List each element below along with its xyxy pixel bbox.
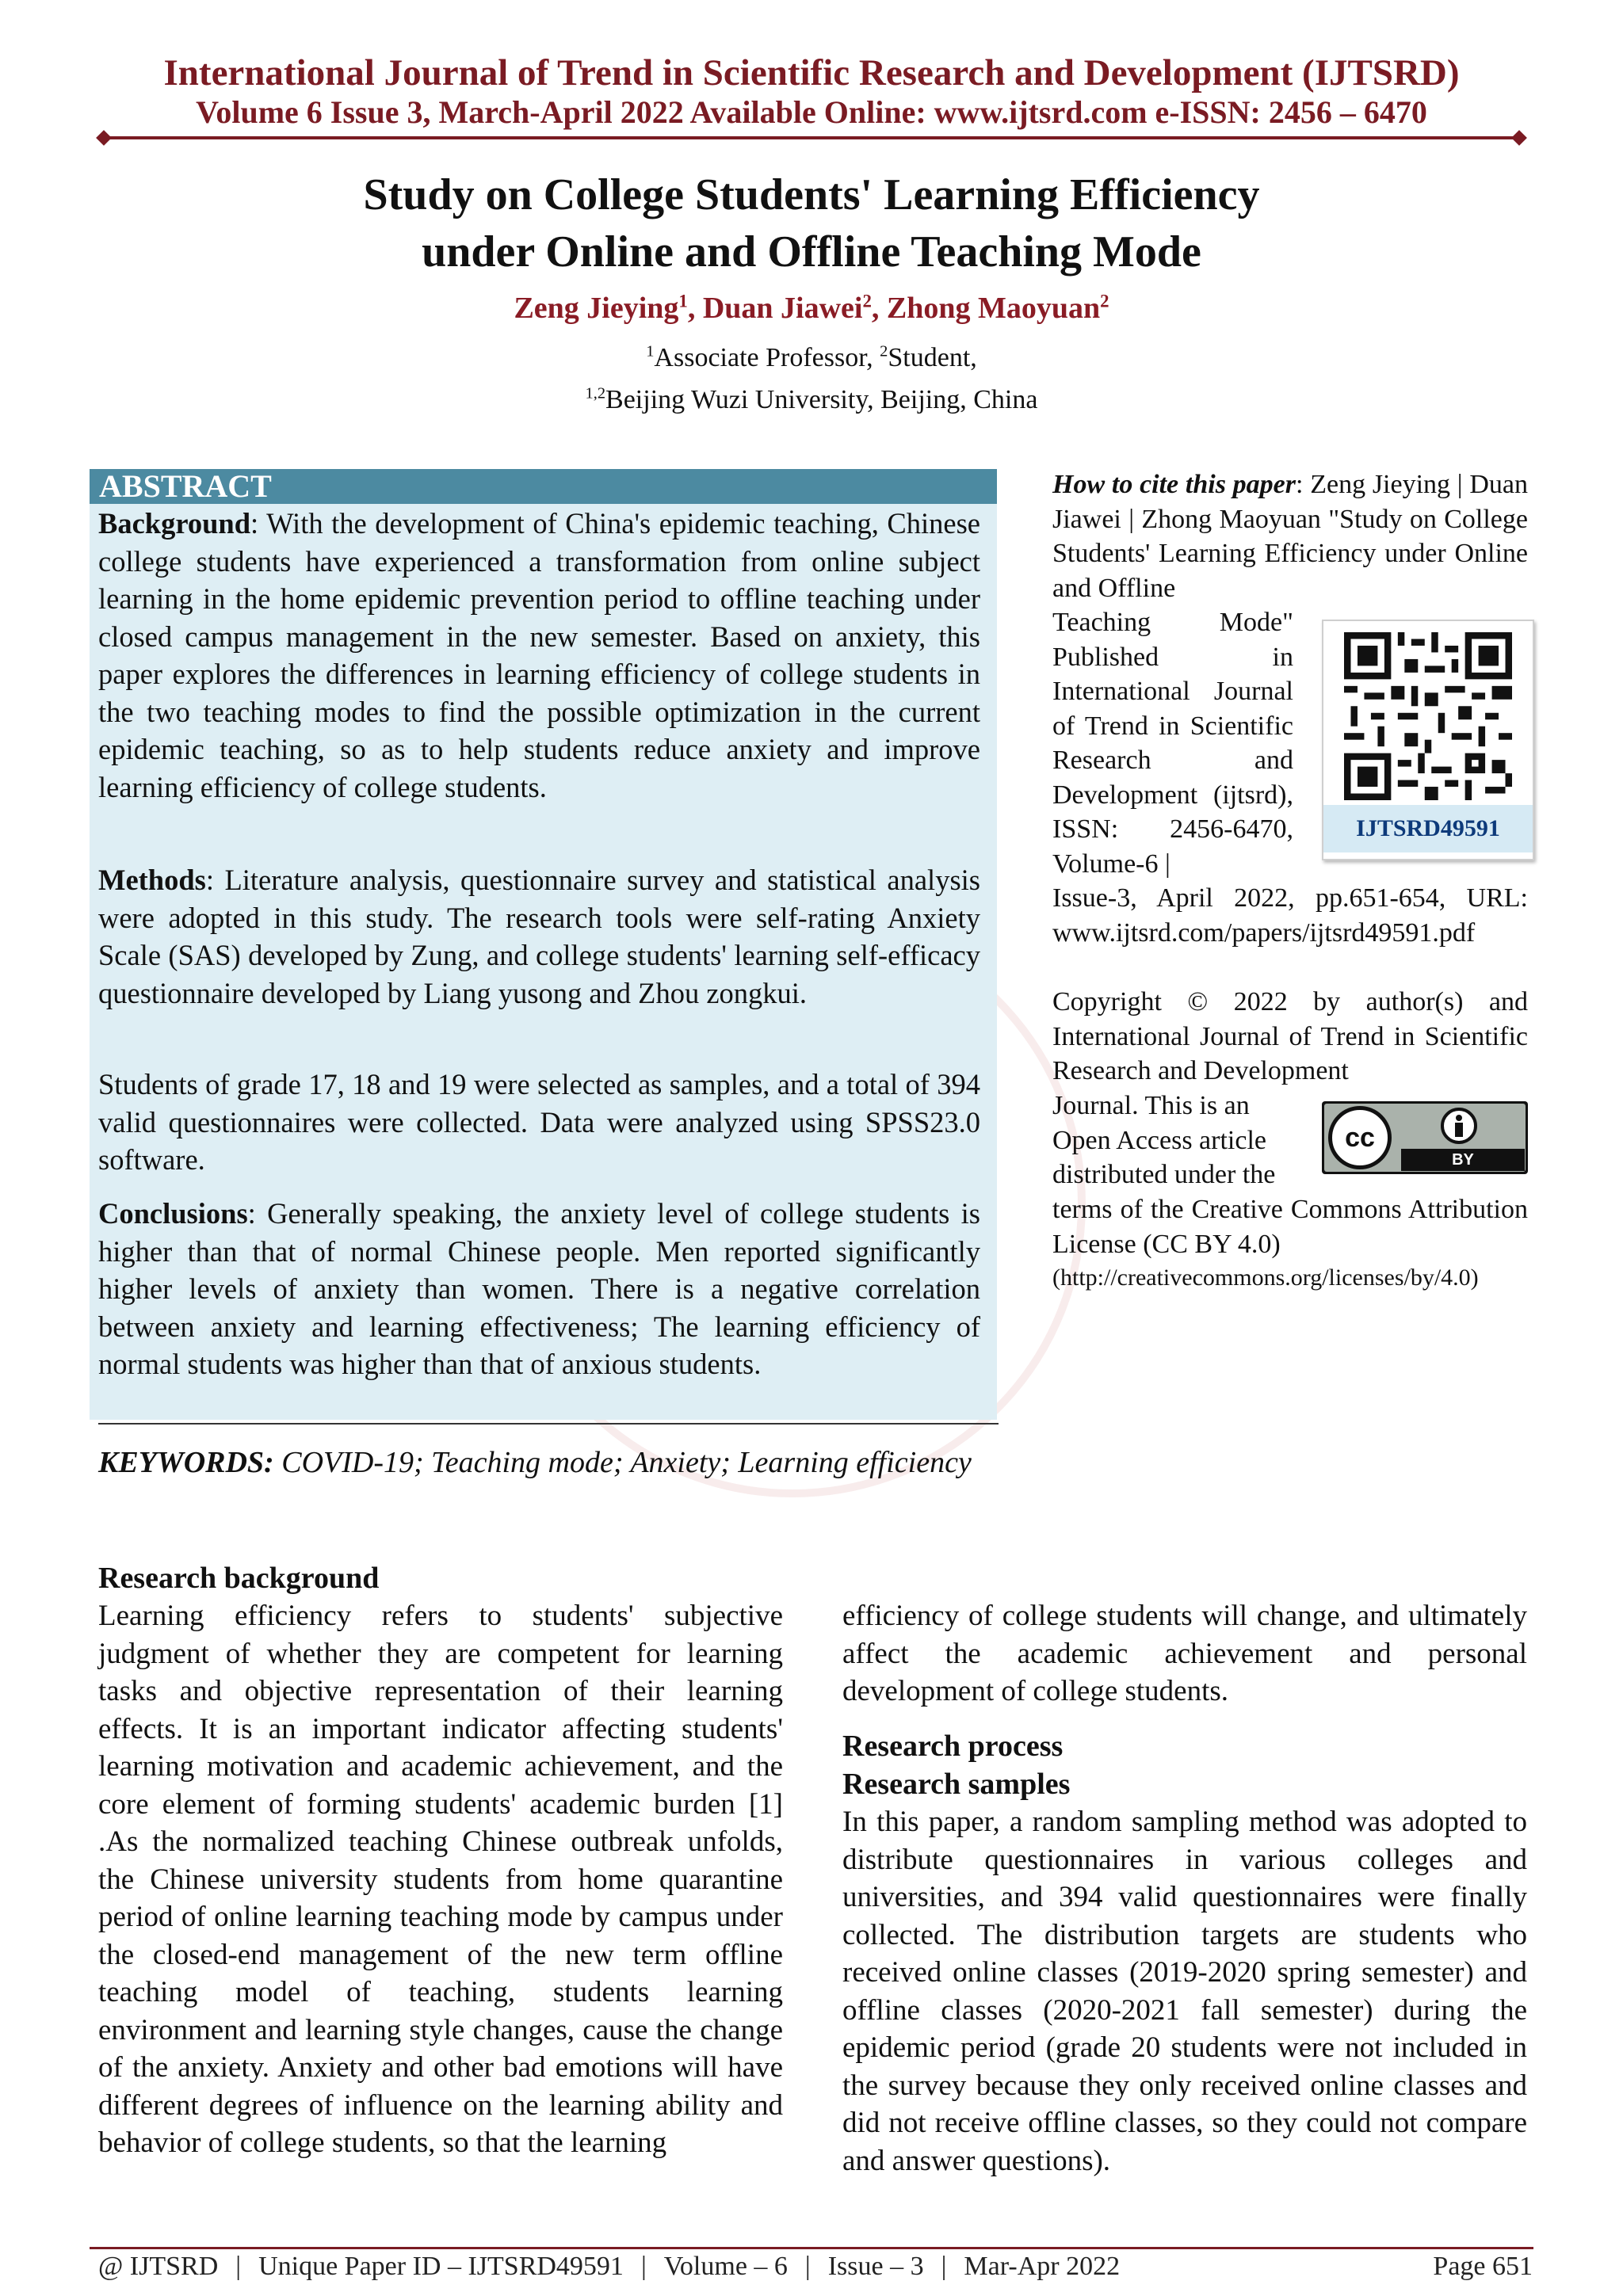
footer-paper-id: Unique Paper ID – IJTSRD49591 (258, 2252, 624, 2281)
footer-separator: | (804, 2252, 811, 2281)
abstract-background-label: Background (98, 507, 251, 540)
abstract-background (98, 505, 980, 806)
abstract-methods-text: : Literature analysis, questionnaire survey and statistical analysis were adopted in this study. The research tools were self-rating Anxiety Scale (SAS) developed by Zung, and college students' learning self-efficacy questionnaire developed by Liang yusong and Zhou zongkui. (98, 864, 980, 1009)
keywords (98, 1444, 996, 1482)
copyright-intro: Copyright © 2022 by author(s) and International Journal of Trend in Scientific Research and Development (1052, 987, 1528, 1085)
abstract-conclusions (98, 1195, 980, 1383)
cite-label: How to cite this paper (1052, 470, 1296, 499)
footer-brand: @ IJTSRD (98, 2252, 219, 2281)
affiliation-institution-text: Beijing Wuzi University, Beijing, China (605, 385, 1038, 414)
abstract-conclusions-label: Conclusions (98, 1197, 248, 1230)
author-name: Zhong Maoyuan (886, 292, 1101, 325)
footer-issue: Issue – 3 (827, 2252, 924, 2281)
author-separator: , (687, 292, 703, 325)
cc-by-badge[interactable] (1322, 1101, 1528, 1174)
attribution-person-icon (1441, 1108, 1477, 1144)
right-column-continuation: efficiency of college students will change, and ultimately affect the academic achievement and personal development of college students. (842, 1600, 1527, 1707)
research-background-text: Learning efficiency refers to students' subjective judgment of whether they are competent for learning tasks and objective representation of their learning effects. It is an important indicator affecting students' learning motivation and academic achievement, and the core element of forming students' academic burden [1] .As the normalized teaching Chinese outbreak unfolds, the Chinese university students from home quarantine period of online learning teaching mode by campus under the closed-end management of the new term offline teaching model of teaching, students learning environment and learning style changes, cause the change of the anxiety. Anxiety and other bad emotions will have different degrees of influence on the learning ability and behavior of college students, so that the learning (98, 1600, 783, 2159)
research-samples-text: In this paper, a random sampling method was adopted to distribute questionnaires in various colleges and universities, and 394 valid questionnaires were finally collected. The distribution targets are students who received online classes (2019-2020 spring semester) and offline classes (2020-2021 fall semester) during the epidemic period (grade 20 students were not included in the survey because they only received online classes and did not receive offline classes, so they could not compare and answer questions). (842, 1806, 1527, 2177)
divider-diamond-left (96, 130, 112, 146)
author-affiliation-mark: 1 (678, 291, 688, 311)
section-heading-research-background: Research background (98, 1562, 380, 1595)
footer-page-number: Page 651 (1433, 2252, 1533, 2281)
affiliation-mark: 1 (646, 342, 655, 360)
qr-code-icon (1344, 632, 1512, 800)
keywords-label: KEYWORDS: (98, 1446, 274, 1479)
abstract-header (90, 469, 997, 504)
cite-narrow: Teaching Mode" Published in International Journal of Trend in Scientific Research and Development (ijtsrd), ISSN: 2456-6470, Volume-6 | (1052, 608, 1293, 879)
abstract-underline (98, 1423, 999, 1425)
footer-separator: | (235, 2252, 242, 2281)
footer-separator: | (941, 2252, 947, 2281)
journal-volume-line: Volume 6 Issue 3, March-April 2022 Available Online: www.ijtsrd.com e-ISSN: 2456 – 6470 (196, 94, 1427, 130)
section-heading-research-process: Research process (842, 1730, 1064, 1763)
page-footer (98, 2248, 1533, 2285)
keywords-text: COVID-19; Teaching mode; Anxiety; Learning efficiency (273, 1446, 972, 1479)
copyright-license: terms of the Creative Commons Attribution License (CC BY 4.0) (1052, 1195, 1528, 1259)
section-heading-research-samples: Research samples (842, 1768, 1071, 1801)
affiliation-mark: 2 (880, 342, 888, 360)
abstract-students: Students of grade 17, 18 and 19 were selected as samples, and a total of 394 valid questionnaires were collected. Data were analyzed using SPSS23.0 software. (98, 1068, 980, 1176)
affiliation-institution (0, 383, 1623, 418)
qr-code-card[interactable] (1322, 620, 1534, 860)
abstract-heading: ABSTRACT (99, 468, 272, 504)
cite-text: : Zeng Jieying | Duan Jiawei | Zhong Maoyuan "Study on College Students' Learning Efficiency under Online and Offline (1052, 470, 1528, 603)
paper-title (0, 166, 1623, 280)
affiliation-role (0, 341, 1623, 376)
copyright-narrow: Journal. This is an Open Access article distributed under the (1052, 1091, 1276, 1189)
author-affiliation-mark: 2 (1100, 291, 1109, 311)
cite-intro (1052, 467, 1528, 605)
qr-paper-id: IJTSRD49591 (1323, 805, 1533, 852)
abstract-conclusions-text: : Generally speaking, the anxiety level of college students is higher than that of normal Chinese people. Men reported significantly higher levels of anxiety than women. There is a negative correlation between anxiety and learning effectiveness; The learning efficiency of normal students was higher than that of anxious students. (98, 1197, 980, 1380)
author-name: Duan Jiawei (702, 292, 863, 325)
paper-title-line-1: Study on College Students' Learning Efficiency (363, 170, 1260, 219)
footer-volume: Volume – 6 (663, 2252, 788, 2281)
affiliation-mark: 1,2 (585, 384, 606, 402)
divider-diamond-right (1511, 130, 1527, 146)
cc-icon: cc (1328, 1106, 1392, 1169)
author-affiliation-mark: 2 (862, 291, 872, 311)
paper-title-line-2: under Online and Offline Teaching Mode (422, 227, 1201, 277)
footer-separator: | (640, 2252, 647, 2281)
header-divider (101, 136, 1522, 139)
license-url[interactable]: (http://creativecommons.org/licenses/by/4.0) (1052, 1264, 1479, 1291)
abstract-methods-label: Methods (98, 864, 206, 896)
abstract-background-text: : With the development of China's epidemic teaching, Chinese college students have experienced a transformation from online subject learning in the home epidemic prevention period to offline teaching under closed campus management in the new semester. Based on anxiety, this paper explores the differences in learning efficiency of college students in the two teaching modes to find the possible optimization in the current epidemic teaching, so as to help students reduce anxiety and improve learning efficiency of college students. (98, 507, 980, 803)
journal-title: International Journal of Trend in Scientific Research and Development (IJTSRD) (163, 52, 1460, 93)
author-name: Zeng Jieying (514, 292, 679, 325)
author-list (0, 289, 1623, 327)
author-separator: , (871, 292, 887, 325)
abstract-methods (98, 861, 980, 1012)
cite-url: Issue-3, April 2022, pp.651-654, URL: www.ijtsrd.com/papers/ijtsrd49591.pdf (1052, 883, 1528, 948)
footer-date: Mar-Apr 2022 (964, 2252, 1121, 2281)
affiliation-role-1: Associate Professor, (654, 343, 880, 372)
by-label: BY (1401, 1149, 1525, 1171)
affiliation-role-2: Student, (888, 343, 977, 372)
